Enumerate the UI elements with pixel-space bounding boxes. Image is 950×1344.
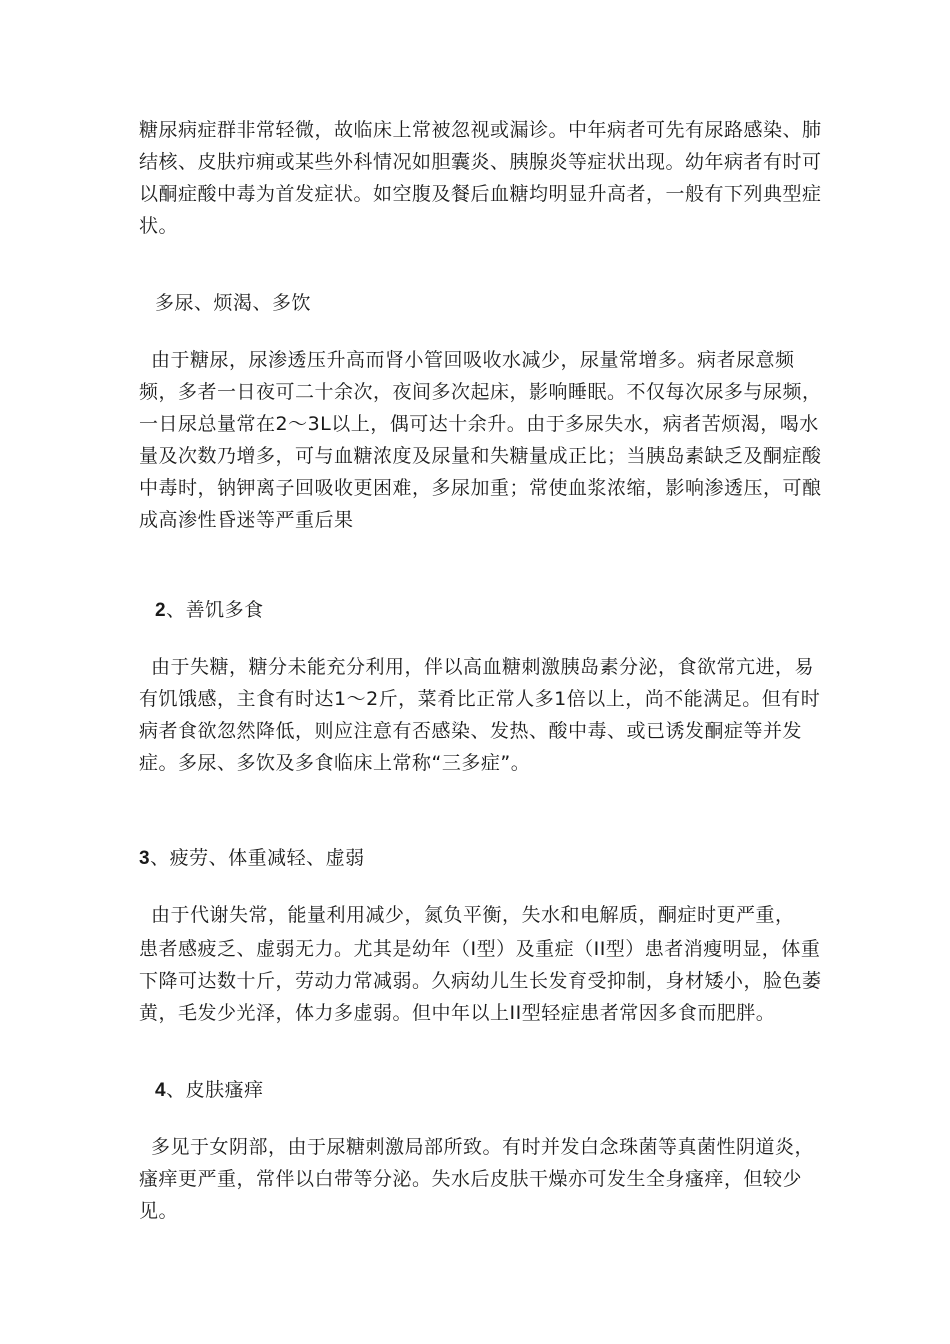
section-heading-4 bbox=[155, 1074, 845, 1107]
section-number-2: 2 bbox=[155, 600, 167, 621]
section-body-2: 由于失糖，糖分未能充分利用，伴以高血糖刺激胰岛素分泌，食欲常亢进，易有饥饿感，主食有时达1〜2斤，菜肴比正常人多1倍以上，尚不能满足。但有时病者食欲忽然降低，则应注意有否感染、发热、酸中毒、或已诱发酮症等并发症。多尿、多饮及多食临床上常称“三多症”。 bbox=[139, 656, 821, 774]
section-body-1: 由于糖尿，尿渗透压升高而肾小管回吸收水减少，尿量常增多。病者尿意频频，多者一日夜可二十余次，夜间多次起床，影响睡眠。不仅每次尿多与尿频，一日尿总量常在2〜3L以上，偶可达十余升。由于多尿失水，病者苦烦渴，喝水量及次数乃增多，可与血糖浓度及尿量和失糖量成正比；当胰岛素缺乏及酮症酸中毒时，钠钾离子回吸收更困难，多尿加重；常使血浆浓缩，影响渗透压，可酿成高渗性昏迷等严重后果 bbox=[139, 349, 822, 531]
section-body-4: 多见于女阴部，由于尿糖刺激局部所致。有时并发白念珠菌等真菌性阴道炎，瘙痒更严重，常伴以白带等分泌。失水后皮肤干燥亦可发生全身瘙痒，但较少见。 bbox=[139, 1136, 815, 1222]
section-heading-3 bbox=[139, 842, 829, 875]
section-heading-2 bbox=[155, 594, 845, 627]
section-body-3-line1: 由于代谢失常，能量利用减少，氮负平衡，失水和电解质，酮症时更严重， bbox=[151, 904, 795, 926]
section-title-3: 、疲劳、体重减轻、虚弱 bbox=[150, 847, 365, 869]
section-title-4: 、皮肤瘙痒 bbox=[166, 1079, 264, 1101]
section-heading-1 bbox=[155, 287, 845, 319]
section-number-3: 3 bbox=[139, 848, 151, 869]
section-title-1: 多尿、烦渴、多饮 bbox=[155, 292, 312, 314]
section-number-4: 4 bbox=[155, 1080, 167, 1101]
section-body-3: 患者感疲乏、虚弱无力。尤其是幼年（I型）及重症（II型）患者消瘦明显，体重下降可达数十斤，劳动力常减弱。久病幼儿生长发育受抑制，身材矮小，脸色萎黄，毛发少光泽，体力多虚弱。但中年以上II型轻症患者常因多食而肥胖。 bbox=[139, 938, 822, 1024]
intro-paragraph: 糖尿病症群非常轻微，故临床上常被忽视或漏诊。中年病者可先有尿路感染、肺结核、皮肤疖痈或某些外科情况如胆囊炎、胰腺炎等症状出现。幼年病者有时可以酮症酸中毒为首发症状。如空腹及餐后血糖均明显升高者，一般有下列典型症状。 bbox=[139, 119, 822, 237]
section-title-2: 、善饥多食 bbox=[166, 599, 264, 621]
